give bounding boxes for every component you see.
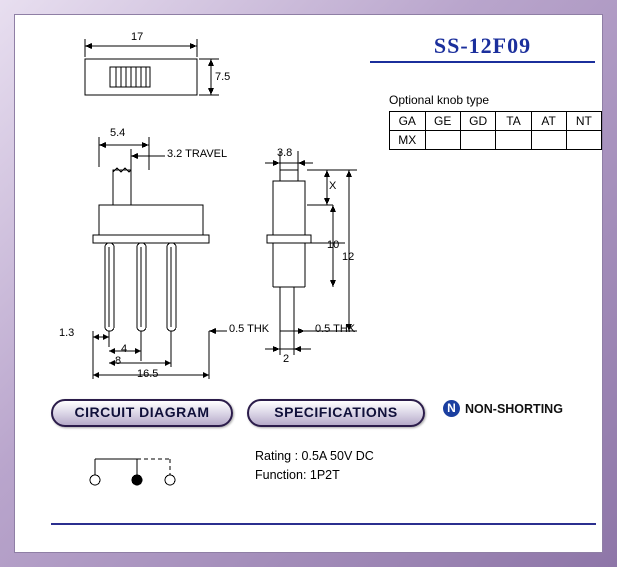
page-title: SS-12F09 (433, 33, 532, 58)
dim-travel: 3.2 TRAVEL (167, 148, 228, 160)
knob-cell: GA (390, 112, 426, 131)
dim-side-knob-width: 3.8 (277, 147, 293, 159)
knob-table-caption: Optional knob type (389, 93, 490, 107)
spec-rating: Rating : 0.5A 50V DC (255, 449, 374, 463)
dim-top-width: 17 (131, 31, 144, 43)
spec-function: Function: 1P2T (255, 468, 340, 482)
specifications-text (255, 447, 374, 485)
non-shorting-icon: N (443, 400, 460, 417)
dim-thk-side: 0.5 THK (315, 323, 356, 335)
dim-body-width: 16.5 (137, 368, 159, 380)
bottom-rule (51, 523, 596, 525)
knob-cell: MX (390, 131, 426, 150)
dim-pin-4: 4 (121, 343, 128, 355)
specifications-banner: SPECIFICATIONS (247, 399, 425, 427)
dim-top-height: 7.5 (215, 71, 231, 83)
dim-travel-offset: 5.4 (110, 127, 126, 139)
datasheet-sheet (14, 14, 603, 553)
dim-pin-left: 1.3 (59, 327, 75, 339)
dim-pin-8: 8 (115, 355, 122, 367)
dim-side-10: 10 (327, 239, 340, 251)
dim-side-2: 2 (283, 353, 290, 365)
circuit-diagram-banner: CIRCUIT DIAGRAM (51, 399, 233, 427)
dim-thk-front: 0.5 THK (229, 323, 270, 335)
dim-side-12: 12 (342, 251, 355, 263)
non-shorting-label: NON-SHORTING (465, 402, 563, 416)
dim-side-x: X (329, 180, 337, 192)
knob-cell: GD (460, 112, 496, 131)
knob-cell: AT (531, 112, 566, 131)
knob-cell: GE (425, 112, 460, 131)
knob-cell: NT (566, 112, 601, 131)
knob-cell: TA (496, 112, 531, 131)
